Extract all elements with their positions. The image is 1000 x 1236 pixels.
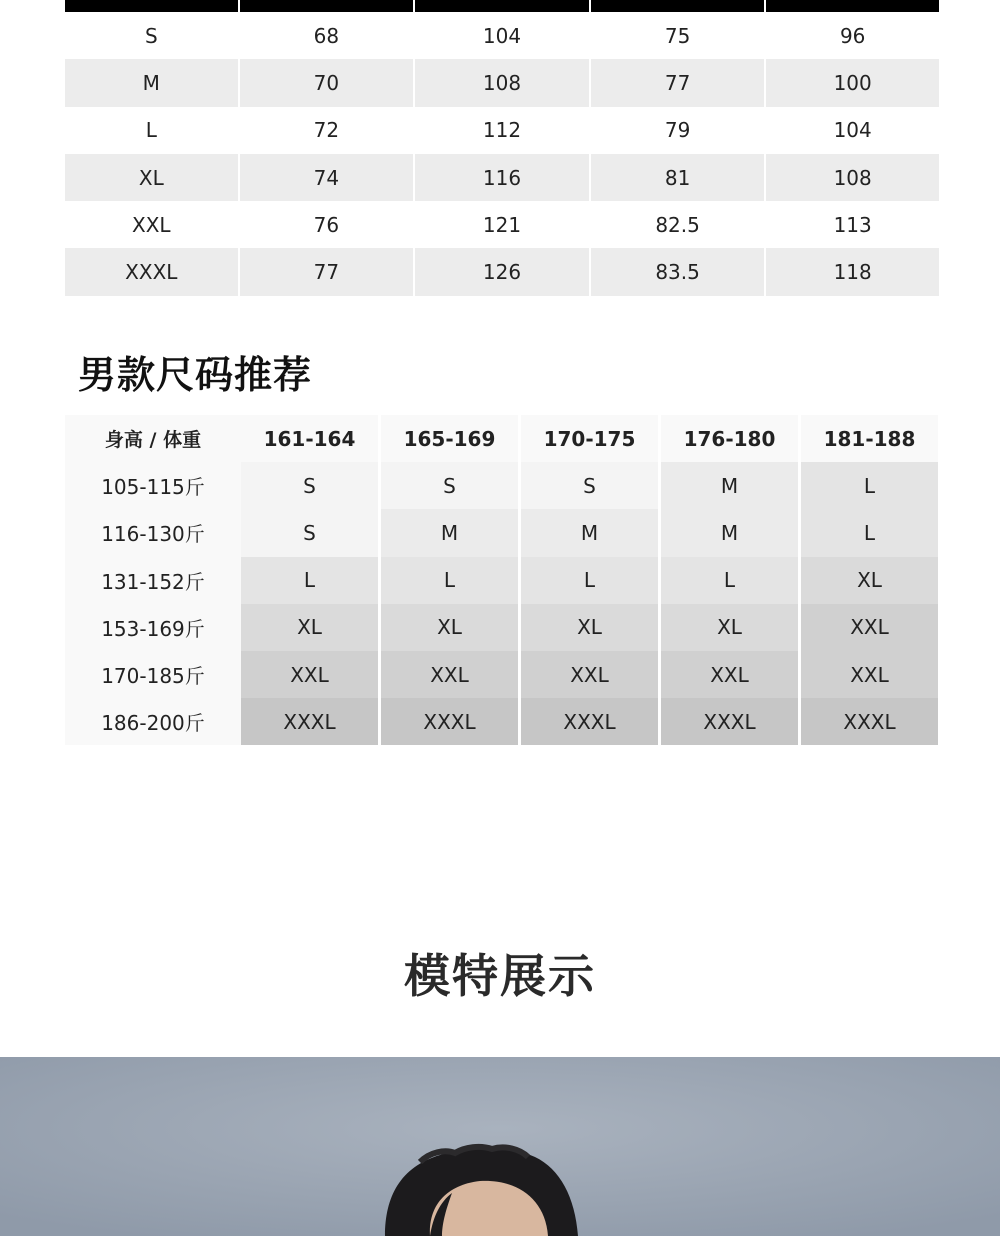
weight-range-label: 170-185斤 <box>65 651 241 698</box>
recommendation-row <box>65 462 939 509</box>
model-display-title: 模特展示 <box>404 949 596 1003</box>
recommended-size-cell: S <box>241 462 378 509</box>
height-header: 161-164 <box>241 415 378 462</box>
measurement-cell: 96 <box>766 12 939 59</box>
recommended-size-cell: XXXL <box>381 698 518 745</box>
size-table-row <box>65 107 939 154</box>
height-header: 181-188 <box>801 415 938 462</box>
size-table-row <box>65 12 939 59</box>
measurement-cell: 108 <box>415 59 589 106</box>
recommended-size-cell: XXL <box>661 651 798 698</box>
recommended-size-cell: M <box>661 462 798 509</box>
weight-range-label: 105-115斤 <box>65 462 241 509</box>
measurement-cell: 79 <box>591 107 765 154</box>
recommended-size-cell: L <box>381 557 518 604</box>
size-label-cell: M <box>65 59 238 106</box>
measurement-cell: 116 <box>415 154 589 201</box>
size-label-cell: XXL <box>65 201 238 248</box>
measurement-cell: 76 <box>240 201 414 248</box>
recommended-size-cell: XXL <box>521 651 658 698</box>
recommended-size-cell: XL <box>661 604 798 651</box>
recommendation-row <box>65 509 939 556</box>
size-label-cell: S <box>65 12 238 59</box>
measurement-cell: 112 <box>415 107 589 154</box>
model-photo <box>0 1057 1000 1236</box>
measurement-cell: 81 <box>591 154 765 201</box>
size-measurement-table <box>65 0 939 296</box>
size-table-header-bar <box>65 0 939 12</box>
measurement-cell: 68 <box>240 12 414 59</box>
size-label-cell: L <box>65 107 238 154</box>
size-table-row <box>65 59 939 106</box>
weight-range-label: 131-152斤 <box>65 557 241 604</box>
height-header: 176-180 <box>661 415 798 462</box>
measurement-cell: 74 <box>240 154 414 201</box>
recommended-size-cell: S <box>521 462 658 509</box>
size-label-cell: XXXL <box>65 248 238 295</box>
recommended-size-cell: L <box>241 557 378 604</box>
recommended-size-cell: L <box>661 557 798 604</box>
recommended-size-cell: XXL <box>801 651 938 698</box>
weight-range-label: 186-200斤 <box>65 698 241 745</box>
recommendation-row <box>65 604 939 651</box>
measurement-cell: 77 <box>240 248 414 295</box>
height-weight-corner-label: 身高 / 体重 <box>65 415 241 462</box>
recommended-size-cell: L <box>801 509 938 556</box>
recommended-size-cell: XL <box>801 557 938 604</box>
model-head-illustration <box>0 1057 1000 1236</box>
size-recommendation-table <box>65 415 939 745</box>
recommended-size-cell: XL <box>381 604 518 651</box>
measurement-cell: 104 <box>766 107 939 154</box>
measurement-cell: 108 <box>766 154 939 201</box>
recommended-size-cell: XXXL <box>801 698 938 745</box>
measurement-cell: 77 <box>591 59 765 106</box>
weight-range-label: 153-169斤 <box>65 604 241 651</box>
size-table-row <box>65 154 939 201</box>
recommended-size-cell: M <box>381 509 518 556</box>
measurement-cell: 82.5 <box>591 201 765 248</box>
measurement-cell: 100 <box>766 59 939 106</box>
recommended-size-cell: XXXL <box>521 698 658 745</box>
measurement-cell: 72 <box>240 107 414 154</box>
recommended-size-cell: XXXL <box>661 698 798 745</box>
measurement-cell: 104 <box>415 12 589 59</box>
recommendation-row <box>65 557 939 604</box>
recommended-size-cell: XL <box>521 604 658 651</box>
height-header: 170-175 <box>521 415 658 462</box>
recommended-size-cell: XXL <box>381 651 518 698</box>
size-table-row <box>65 248 939 295</box>
size-label-cell: XL <box>65 154 238 201</box>
recommended-size-cell: S <box>241 509 378 556</box>
recommended-size-cell: XXL <box>241 651 378 698</box>
recommended-size-cell: M <box>661 509 798 556</box>
measurement-cell: 70 <box>240 59 414 106</box>
recommendation-header-row <box>65 415 939 462</box>
size-table-row <box>65 201 939 248</box>
height-header: 165-169 <box>381 415 518 462</box>
measurement-cell: 75 <box>591 12 765 59</box>
measurement-cell: 113 <box>766 201 939 248</box>
recommended-size-cell: XL <box>241 604 378 651</box>
measurement-cell: 126 <box>415 248 589 295</box>
recommendation-row <box>65 698 939 745</box>
recommended-size-cell: L <box>521 557 658 604</box>
recommended-size-cell: S <box>381 462 518 509</box>
recommended-size-cell: XXL <box>801 604 938 651</box>
recommended-size-cell: M <box>521 509 658 556</box>
recommended-size-cell: XXXL <box>241 698 378 745</box>
measurement-cell: 118 <box>766 248 939 295</box>
weight-range-label: 116-130斤 <box>65 509 241 556</box>
mens-size-recommendation-title: 男款尺码推荐 <box>78 353 313 397</box>
measurement-cell: 121 <box>415 201 589 248</box>
recommended-size-cell: L <box>801 462 938 509</box>
measurement-cell: 83.5 <box>591 248 765 295</box>
recommendation-row <box>65 651 939 698</box>
